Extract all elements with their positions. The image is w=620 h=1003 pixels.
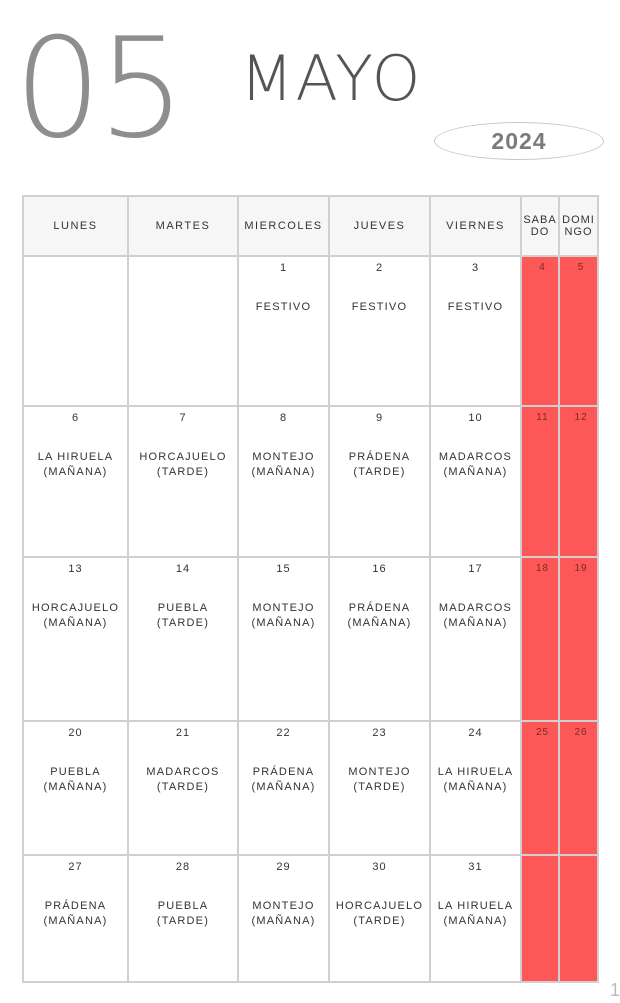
day-number: 10 [468,412,483,424]
day-event: PUEBLA (MAÑANA) [43,766,108,793]
day-cell [329,406,430,557]
day-event: PUEBLA (TARDE) [156,900,210,927]
day-cell [23,406,128,557]
day-cell [329,557,430,721]
year-label: 2024 [491,127,547,154]
day-event: PRÁDENA (TARDE) [348,451,411,478]
day-number: 21 [175,727,191,739]
weekday-header: MIERCOLES [238,196,329,256]
day-number: 19 [574,563,588,574]
day-cell [329,721,430,855]
day-cell [329,256,430,406]
day-cell [128,406,238,557]
day-event: MONTEJO (MAÑANA) [251,451,316,478]
day-number: 16 [372,563,387,575]
month-name: MAYO [240,42,423,115]
weekend-cell [559,855,598,982]
day-event: FESTIVO [447,301,504,313]
day-cell [128,855,238,982]
day-cell [128,721,238,855]
weekend-cell [559,256,598,406]
week-row [23,256,598,406]
day-number: 5 [577,262,585,273]
day-number: 13 [68,563,83,575]
day-cell [23,557,128,721]
weekday-header-row [23,196,598,256]
day-number: 7 [179,412,187,424]
day-event: MADARCOS (MAÑANA) [438,602,513,629]
weekend-cell [559,557,598,721]
day-cell [238,721,329,855]
weekday-header: MARTES [128,196,238,256]
day-number: 27 [68,861,83,873]
year-badge [434,122,604,160]
day-event: FESTIVO [351,301,408,313]
weekend-cell [521,557,559,721]
day-cell [430,721,521,855]
weekend-cell [521,406,559,557]
day-event: MONTEJO (TARDE) [348,766,411,793]
day-number: 9 [375,412,384,424]
day-cell [23,256,128,406]
day-event: HORCAJUELO (MAÑANA) [31,602,120,629]
day-number: 11 [536,412,549,423]
day-number: 18 [535,563,550,574]
day-event: MONTEJO (MAÑANA) [251,900,316,927]
day-number: 22 [276,727,291,739]
day-cell [238,256,329,406]
week-row [23,855,598,982]
day-number: 15 [276,563,291,575]
day-event: PUEBLA (TARDE) [156,602,210,629]
day-number: 30 [372,861,387,873]
day-event: PRÁDENA (MAÑANA) [251,766,316,793]
day-event: LA HIRUELA (MAÑANA) [437,766,514,793]
day-cell [128,256,238,406]
day-cell [329,855,430,982]
day-cell [238,855,329,982]
weekend-cell [559,721,598,855]
day-number: 6 [71,412,80,424]
day-cell [23,721,128,855]
day-number: 28 [175,861,191,873]
weekend-cell [521,256,559,406]
day-event: HORCAJUELO (TARDE) [139,451,227,478]
day-cell [238,406,329,557]
day-number: 3 [471,262,480,274]
day-number: 14 [175,563,191,575]
calendar-grid [22,195,599,983]
weekend-cell [521,855,559,982]
day-cell [430,256,521,406]
day-cell [128,557,238,721]
day-number: 25 [535,727,550,738]
day-event: LA HIRUELA (MAÑANA) [37,451,114,478]
day-event: MADARCOS (TARDE) [146,766,220,793]
day-cell [23,855,128,982]
month-number: 05 [14,8,182,169]
weekday-header: SABADO [521,196,559,256]
day-cell [238,557,329,721]
weekday-header: LUNES [23,196,128,256]
weekday-header: VIERNES [430,196,521,256]
day-number: 24 [468,727,483,739]
day-number: 26 [574,727,588,738]
day-event: LA HIRUELA (MAÑANA) [437,900,514,927]
week-row [23,406,598,557]
day-number: 4 [539,262,546,273]
day-number: 17 [468,563,483,575]
day-cell [430,557,521,721]
week-row [23,721,598,855]
day-cell [430,406,521,557]
day-number: 31 [468,861,483,873]
week-row [23,557,598,721]
day-number: 8 [279,412,288,424]
day-event: MADARCOS (MAÑANA) [438,451,513,478]
day-number: 1 [279,262,288,274]
day-number: 2 [375,262,384,274]
day-event: HORCAJUELO (TARDE) [335,900,424,927]
day-number: 20 [68,727,83,739]
day-number: 12 [574,412,588,423]
day-event: PRÁDENA (MAÑANA) [43,900,108,927]
day-event: MONTEJO (MAÑANA) [251,602,316,629]
weekend-cell [559,406,598,557]
day-number: 23 [372,727,387,739]
weekend-cell [521,721,559,855]
day-event: PRÁDENA (MAÑANA) [347,602,412,629]
weekday-header: JUEVES [329,196,430,256]
day-number: 29 [276,861,291,873]
day-event: FESTIVO [255,301,312,313]
day-cell [430,855,521,982]
page-number: 1 [610,980,620,1000]
weekday-header: DOMINGO [559,196,598,256]
